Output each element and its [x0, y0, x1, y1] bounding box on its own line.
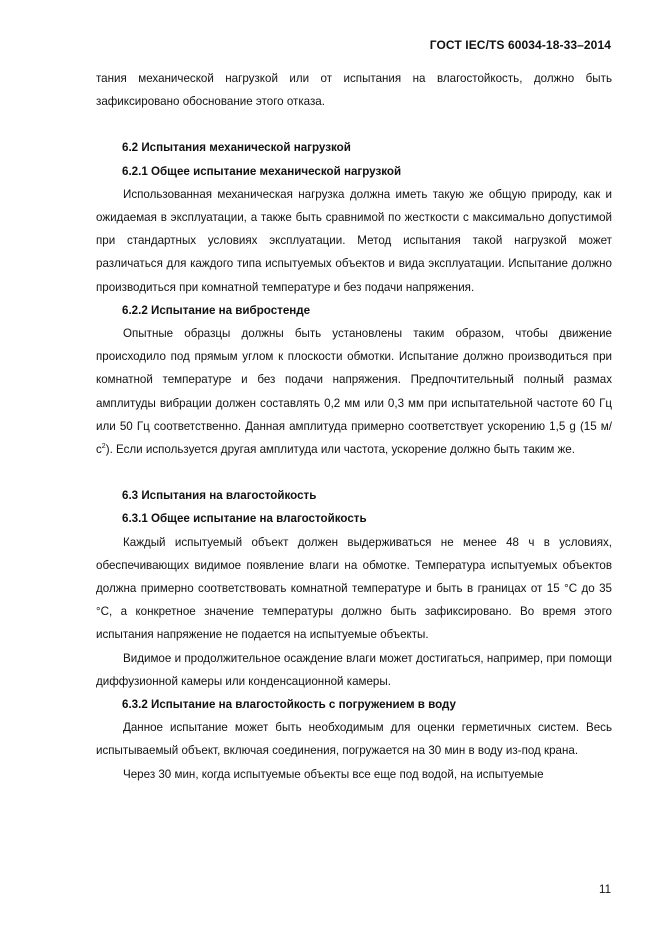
paragraph-6-2-2 [96, 322, 612, 461]
paragraph-6-3-1-b: Видимое и продолжительное осаждение влаги может достигаться, например, при помощи диффузионной камеры или конденсационной камеры. [96, 651, 612, 688]
subsection-heading-6-2-2: 6.2.2 Испытание на вибростенде [122, 303, 311, 317]
paragraph-6-3-2-b: Через 30 мин, когда испытуемые объекты все еще под водой, на испытуемые [123, 767, 544, 781]
paragraph-continuation: тания механической нагрузкой или от испытания на влагостойкость, должно быть зафиксировано обоснование этого отказа. [96, 72, 612, 109]
page-body [96, 67, 612, 786]
subsection-heading-6-3-2: 6.3.2 Испытание на влагостойкость с погружением в воду [122, 698, 456, 712]
paragraph-6-3-2-a: Данное испытание может быть необходимым для оценки герметичных систем. Весь испытываемый объект, включая соединения, погружается на 30 мин в воду из-под крана. [96, 721, 612, 758]
paragraph-6-3-1-a: Каждый испытуемый объект должен выдерживаться не менее 48 ч в условиях, обеспечивающих видимое появление влаги на обмотке. Температура испытуемых объектов должна примерно соответствовать комнатной температуре и быть в границах от 15 °С до 35 °С, а конкретное значение температуры должно быть зафиксировано. Во время этого испытания напряжение не подается на испытуемые объекты. [96, 535, 612, 642]
section-heading-6-3: 6.3 Испытания на влагостойкость [122, 489, 317, 503]
spacer [96, 113, 612, 136]
subsection-heading-6-3-1: 6.3.1 Общее испытание на влагостойкость [122, 512, 367, 526]
paragraph-6-2-1: Использованная механическая нагрузка должна иметь такую же общую природу, как и ожидаемая в эксплуатации, а также быть сравнимой по жесткости с максимально допустимой при стандартных условиях эксплуатации. Метод испытания такой нагрузкой может различаться для каждого типа испытуемых объектов и вида эксплуатации. Испытание должно производиться при комнатной температуре и без подачи напряжения. [96, 187, 612, 294]
spacer [96, 461, 612, 484]
paragraph-6-2-2-text-end: ). Если используется другая амплитуда или частота, ускорение должно быть таким же. [105, 443, 575, 457]
document-header: ГОСТ IEC/TS 60034-18-33–2014 [429, 38, 611, 52]
superscript-2: 2 [101, 443, 106, 451]
paragraph-6-2-2-text: Опытные образцы должны быть установлены таким образом, чтобы движение происходило под прямым углом к плоскости обмотки. Испытание должно производиться при комнатной температуре и без подачи напряжения. Предпочтительный полный размах амплитуды вибрации должен составлять 0,2 мм или 0,3 мм при испытательной частоте 60 Гц или 50 Гц соответственно. Данная амплитуда примерно соответствует ускорению 1,5 g (15 м/с [96, 327, 612, 457]
section-heading-6-2: 6.2 Испытания механической нагрузкой [122, 141, 351, 155]
subsection-heading-6-2-1: 6.2.1 Общее испытание механической нагрузкой [122, 164, 402, 178]
page-number: 11 [599, 884, 611, 896]
